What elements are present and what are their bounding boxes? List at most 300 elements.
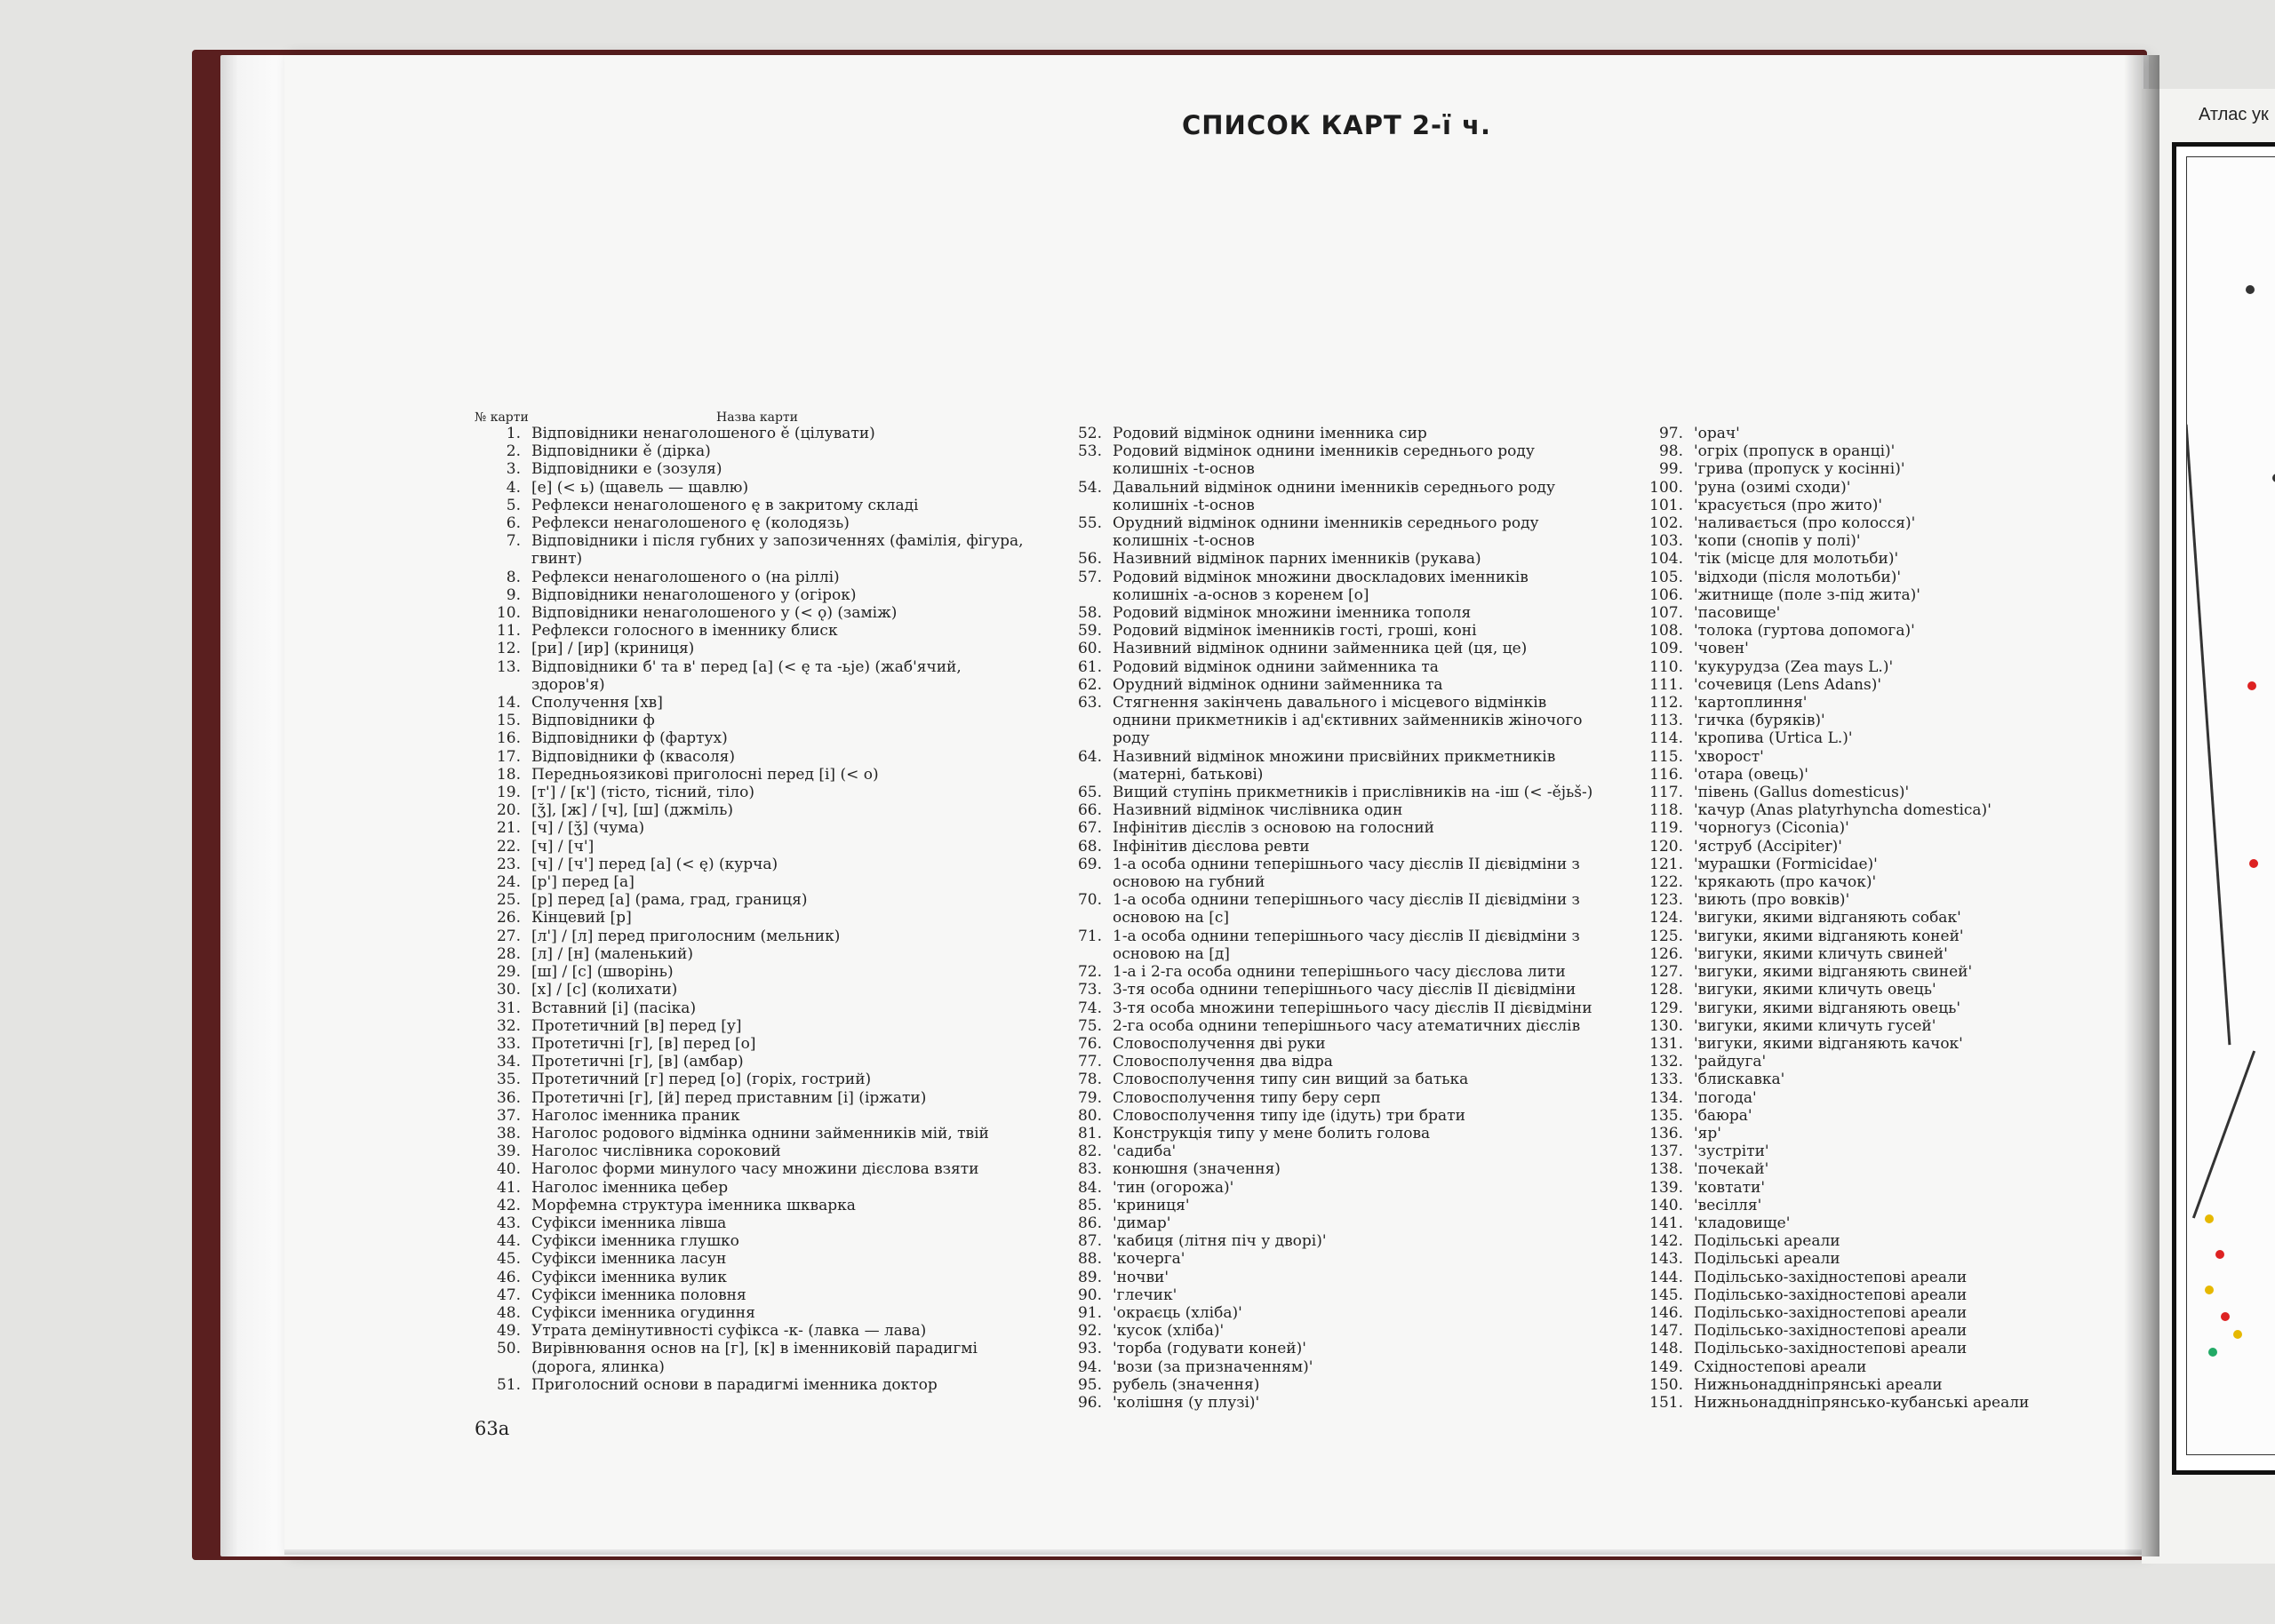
map-list-entry xyxy=(1063,1232,1605,1250)
map-list-entry xyxy=(1063,514,1605,550)
page-title: СПИСОК КАРТ 2-ї ч. xyxy=(1182,110,1492,140)
map-title: Вставний [і] (пасіка) xyxy=(531,999,697,1017)
map-title: Родовий відмінок іменників гості, гроші, коні xyxy=(1113,622,1477,641)
map-title: 'вигуки, якими кличуть овець' xyxy=(1694,981,1936,999)
map-number: 102. xyxy=(1649,514,1683,533)
map-list-entry xyxy=(1063,1160,1605,1178)
map-number: 138. xyxy=(1649,1160,1683,1179)
map-title: Давальний відмінок однини іменників середнього роду колишніх -t-основ xyxy=(1113,478,1555,514)
map-list-entry xyxy=(1063,640,1605,657)
map-title: 'руна (озимі сходи)' xyxy=(1694,478,1851,497)
map-number: 90. xyxy=(1077,1286,1102,1304)
map-title: 'димар' xyxy=(1113,1214,1171,1232)
map-number: 114. xyxy=(1649,729,1683,748)
map-number: 25. xyxy=(496,891,521,910)
map-title: Рефлекси ненаголошеного ę в закритому складі xyxy=(531,496,919,514)
map-list-entry xyxy=(1640,1250,2120,1268)
map-title: [ʒ̆], [ж] / [ч], [ш] (джміль) xyxy=(531,801,733,820)
map-list-entry xyxy=(473,1286,1024,1304)
map-list-entry xyxy=(1640,1125,2120,1142)
map-title: [х] / [с] (колихати) xyxy=(531,981,678,999)
map-title: Протетичний [в] перед [у] xyxy=(531,1016,742,1035)
map-title: Орудний відмінок однини іменників середнього роду колишніх -t-основ xyxy=(1113,514,1539,551)
map-title: Родовий відмінок однини займенника та xyxy=(1113,657,1439,676)
map-list-entry xyxy=(1640,873,2120,891)
map-title: 'райдуга' xyxy=(1694,1053,1767,1071)
map-number: 9. xyxy=(506,585,521,604)
map-number: 106. xyxy=(1649,585,1683,604)
map-title: 'криниця' xyxy=(1113,1196,1190,1214)
map-list-entry xyxy=(1063,1053,1605,1071)
map-list-entry xyxy=(473,891,1024,909)
map-title: Подільсько-західностепові ареали xyxy=(1694,1268,1968,1286)
map-title: 'почекай' xyxy=(1694,1160,1769,1179)
map-list-entry xyxy=(473,1340,1024,1375)
map-list-entry xyxy=(1063,1340,1605,1357)
map-list-entry xyxy=(473,425,1024,442)
map-number: 39. xyxy=(496,1142,521,1161)
map-point xyxy=(2215,1250,2224,1259)
map-number: 111. xyxy=(1649,675,1683,694)
map-number: 120. xyxy=(1649,837,1683,856)
map-number: 62. xyxy=(1077,675,1102,694)
map-list-entry xyxy=(1640,442,2120,460)
map-title: 'вигуки, якими кличуть гусей' xyxy=(1694,1016,1936,1035)
map-number: 101. xyxy=(1649,496,1683,514)
map-river xyxy=(2186,425,2231,1046)
map-number: 67. xyxy=(1077,819,1102,838)
book-gutter xyxy=(2124,55,2159,1556)
map-number: 41. xyxy=(496,1178,521,1197)
map-list-entry xyxy=(1063,801,1605,819)
map-number: 118. xyxy=(1649,801,1683,820)
map-number: 146. xyxy=(1649,1303,1683,1322)
map-title: 'вози (за призначенням)' xyxy=(1113,1357,1313,1376)
map-title: 'торба (годувати коней)' xyxy=(1113,1340,1306,1358)
map-title: Відповідники і після губних у запозиченнях (фамілія, фігура, гвинт) xyxy=(531,532,1024,569)
map-title: 1-а особа однини теперішнього часу дієслів II дієвідміни з основою на губний xyxy=(1113,855,1580,892)
map-list-entry xyxy=(473,532,1024,568)
map-list-entry xyxy=(1063,748,1605,784)
map-title: 'колішня (у плузі)' xyxy=(1113,1393,1260,1412)
map-list-entry xyxy=(1640,1142,2120,1160)
map-title: Відповідники ф (фартух) xyxy=(531,729,728,748)
map-number: 109. xyxy=(1649,640,1683,658)
map-number: 105. xyxy=(1649,568,1683,586)
map-title: Суфікси іменника лівша xyxy=(531,1214,727,1232)
map-title: Орудний відмінок однини займенника та xyxy=(1113,675,1443,694)
map-title: 'весілля' xyxy=(1694,1196,1762,1214)
map-number: 144. xyxy=(1649,1268,1683,1286)
map-title: [р] перед [а] (рама, град, границя) xyxy=(531,891,808,910)
map-number: 130. xyxy=(1649,1016,1683,1035)
map-list-entry xyxy=(473,479,1024,497)
map-list-entry xyxy=(473,981,1024,999)
map-number: 52. xyxy=(1077,425,1102,442)
map-title: 'вигуки, якими кличуть свиней' xyxy=(1694,944,1948,963)
map-title: 'пасовище' xyxy=(1694,604,1781,623)
page-edge xyxy=(284,1549,2143,1555)
map-list-entry xyxy=(1063,784,1605,801)
map-list-entry xyxy=(1063,622,1605,640)
map-number: 40. xyxy=(496,1160,521,1179)
map-number: 37. xyxy=(496,1106,521,1125)
map-list-entry xyxy=(473,909,1024,927)
map-list-entry xyxy=(1640,604,2120,622)
map-number: 117. xyxy=(1649,784,1683,802)
map-number: 135. xyxy=(1649,1106,1683,1125)
map-list-entry xyxy=(1640,550,2120,568)
map-number: 85. xyxy=(1077,1196,1102,1214)
map-number: 42. xyxy=(496,1196,521,1214)
map-list-entry xyxy=(1640,927,2120,945)
map-title: 1-а і 2-га особа однини теперішнього часу дієслова лити xyxy=(1113,963,1566,982)
map-title: Родовий відмінок множини двоскладових іменників колишніх -а-основ з коренем [о] xyxy=(1113,568,1529,604)
map-title: Родовий відмінок однини іменників середнього роду колишніх -t-основ xyxy=(1113,442,1535,479)
map-title: Називний відмінок однини займенника цей (ця, це) xyxy=(1113,640,1528,658)
map-number: 56. xyxy=(1077,550,1102,569)
map-list-entry xyxy=(1640,856,2120,873)
map-title: 'кочерга' xyxy=(1113,1250,1185,1269)
map-title: Називний відмінок числівника один xyxy=(1113,801,1403,820)
map-title: Суфікси іменника глушко xyxy=(531,1232,739,1251)
map-list-entry xyxy=(473,1376,1024,1394)
map-list-entry xyxy=(473,1142,1024,1160)
map-title: [ри] / [ир] (криниця) xyxy=(531,640,695,658)
map-list-entry xyxy=(1063,550,1605,568)
map-title: Суфікси іменника вулик xyxy=(531,1268,727,1286)
map-title: Наголос форми минулого часу множини дієслова взяти xyxy=(531,1160,979,1179)
map-title: 'ночви' xyxy=(1113,1268,1169,1286)
map-title: Подільсько-західностепові ареали xyxy=(1694,1303,1968,1322)
map-list-entry xyxy=(473,784,1024,801)
map-title: 'орач' xyxy=(1694,425,1740,442)
map-list-entry xyxy=(1640,1214,2120,1232)
map-list-entry xyxy=(473,514,1024,532)
map-number: 63. xyxy=(1077,694,1102,712)
map-list-entry xyxy=(1640,569,2120,586)
map-list-entry xyxy=(1640,425,2120,442)
map-list-entry xyxy=(1640,479,2120,497)
map-title: Подільсько-західностепові ареали xyxy=(1694,1286,1968,1304)
map-title: Інфінітив дієслів з основою на голосний xyxy=(1113,819,1434,838)
map-list-entry xyxy=(473,963,1024,981)
map-list-entry xyxy=(1640,1035,2120,1053)
map-title: Називний відмінок парних іменників (рукава) xyxy=(1113,550,1481,569)
map-number: 151. xyxy=(1649,1393,1683,1412)
map-list-entry xyxy=(1063,1269,1605,1286)
map-list-entry xyxy=(473,748,1024,766)
map-number: 145. xyxy=(1649,1286,1683,1304)
map-list-entry xyxy=(1063,569,1605,604)
map-list-entry xyxy=(1063,1304,1605,1322)
map-list-entry xyxy=(1640,1107,2120,1125)
map-number: 30. xyxy=(496,981,521,999)
map-number: 121. xyxy=(1649,855,1683,873)
map-number: 126. xyxy=(1649,944,1683,963)
map-title: Відповідники ф xyxy=(531,712,655,730)
map-title: рубель (значення) xyxy=(1113,1375,1260,1394)
map-title: 'гичка (буряків)' xyxy=(1694,712,1825,730)
map-list-entry xyxy=(1640,1160,2120,1178)
map-title: 'вигуки, якими відганяють коней' xyxy=(1694,927,1964,945)
map-number: 7. xyxy=(506,532,521,551)
map-title: Приголосний основи в парадигмі іменника доктор xyxy=(531,1375,938,1394)
map-title: 'картоплиння' xyxy=(1694,694,1808,712)
map-title: [ч] / [ч'] xyxy=(531,837,595,856)
map-title: 'толока (гуртова допомога)' xyxy=(1694,622,1915,641)
map-number: 8. xyxy=(506,568,521,586)
map-number: 18. xyxy=(496,765,521,784)
map-number: 95. xyxy=(1077,1375,1102,1394)
map-title: 'огріх (пропуск в оранці)' xyxy=(1694,442,1896,461)
map-title: Вищий ступінь прикметників і прислівників на -іш (< -ějьš-) xyxy=(1113,784,1593,802)
map-number: 57. xyxy=(1077,568,1102,586)
map-list-entry xyxy=(1063,891,1605,927)
map-title: 'крякають (про качок)' xyxy=(1694,873,1877,892)
map-list-entry xyxy=(1063,927,1605,963)
map-title: Східностепові ареали xyxy=(1694,1357,1867,1376)
map-title: 'яр' xyxy=(1694,1124,1721,1142)
map-point xyxy=(2247,681,2256,690)
map-title: Стягнення закінчень давального і місцевого відмінків однини прикметників і ад'єктивних займенників жіночого роду xyxy=(1113,694,1583,748)
map-title: [р'] перед [а] xyxy=(531,873,635,892)
map-number: 6. xyxy=(506,514,521,533)
map-list-entry xyxy=(1063,1394,1605,1412)
map-title: 'вигуки, якими відганяють овець' xyxy=(1694,999,1961,1017)
map-title: Наголос іменника цебер xyxy=(531,1178,729,1197)
map-list-entry xyxy=(1063,479,1605,514)
map-list-entry xyxy=(1640,1304,2120,1322)
map-number: 24. xyxy=(496,873,521,892)
page-number: 63а xyxy=(475,1418,510,1439)
map-list-entry xyxy=(473,604,1024,622)
map-list-entry xyxy=(1063,1089,1605,1107)
map-title: Вирівнювання основ на [г], [к] в іменниковій парадигмі (дорога, ялинка) xyxy=(531,1340,978,1376)
map-number: 59. xyxy=(1077,622,1102,641)
map-list-entry xyxy=(1640,676,2120,694)
map-number: 34. xyxy=(496,1053,521,1071)
map-list-entry xyxy=(473,1214,1024,1232)
map-list-entry xyxy=(1063,442,1605,478)
map-number: 4. xyxy=(506,478,521,497)
map-title: 'баюра' xyxy=(1694,1106,1752,1125)
map-title: Нижньонаддніпрянсько-кубанські ареали xyxy=(1694,1393,2030,1412)
map-title: 'тік (місце для молотьби)' xyxy=(1694,550,1899,569)
map-number: 74. xyxy=(1077,999,1102,1017)
map-number: 127. xyxy=(1649,963,1683,982)
map-number: 29. xyxy=(496,963,521,982)
map-number: 36. xyxy=(496,1088,521,1107)
map-list-entry xyxy=(473,460,1024,478)
map-title: 'кабиця (літня піч у дворі)' xyxy=(1113,1232,1327,1251)
map-list-entry xyxy=(473,838,1024,856)
map-number: 150. xyxy=(1649,1375,1683,1394)
map-number: 79. xyxy=(1077,1088,1102,1107)
map-list-entry xyxy=(473,712,1024,729)
map-list-entry xyxy=(473,1179,1024,1197)
map-number: 113. xyxy=(1649,712,1683,730)
map-number: 81. xyxy=(1077,1124,1102,1142)
map-number: 136. xyxy=(1649,1124,1683,1142)
map-list-entry xyxy=(473,1197,1024,1214)
map-title: [ш] / [с] (шворінь) xyxy=(531,963,674,982)
map-list-entry xyxy=(1063,676,1605,694)
map-number: 28. xyxy=(496,944,521,963)
map-title: Словосполучення типу іде (ідуть) три брати xyxy=(1113,1106,1465,1125)
map-number: 1. xyxy=(506,425,521,442)
map-list-entry xyxy=(473,1053,1024,1071)
map-list-entry xyxy=(1640,784,2120,801)
map-title: Словосполучення типу син вищий за батька xyxy=(1113,1071,1469,1089)
map-number: 35. xyxy=(496,1071,521,1089)
map-title: 'глечик' xyxy=(1113,1286,1177,1304)
map-title: 'сочевиця (Lens Adans)' xyxy=(1694,675,1882,694)
map-title: Подільські ареали xyxy=(1694,1232,1840,1251)
map-number: 61. xyxy=(1077,657,1102,676)
map-number: 75. xyxy=(1077,1016,1102,1035)
map-list-entry xyxy=(473,640,1024,657)
map-number: 132. xyxy=(1649,1053,1683,1071)
map-number: 78. xyxy=(1077,1071,1102,1089)
map-list-entry xyxy=(1063,981,1605,999)
map-title: Словосполучення два відра xyxy=(1113,1053,1333,1071)
map-list-entry xyxy=(473,586,1024,604)
map-title: 'красується (про жито)' xyxy=(1694,496,1883,514)
map-title: Відповідники ě (дірка) xyxy=(531,442,711,461)
map-list-entry xyxy=(473,819,1024,837)
map-number: 141. xyxy=(1649,1214,1683,1232)
map-title: 1-а особа однини теперішнього часу дієслів II дієвідміни з основою на [с] xyxy=(1113,891,1580,927)
map-list-entry xyxy=(1640,658,2120,676)
map-number: 58. xyxy=(1077,604,1102,623)
map-title: Словосполучення дві руки xyxy=(1113,1034,1326,1053)
map-title: 'вигуки, якими відганяють качок' xyxy=(1694,1034,1963,1053)
map-number: 45. xyxy=(496,1250,521,1269)
map-number: 72. xyxy=(1077,963,1102,982)
map-number: 76. xyxy=(1077,1034,1102,1053)
map-list-entry xyxy=(473,873,1024,891)
map-number: 122. xyxy=(1649,873,1683,892)
map-number: 14. xyxy=(496,694,521,712)
map-title: Родовий відмінок однини іменника сир xyxy=(1113,425,1427,442)
map-number: 27. xyxy=(496,927,521,945)
map-list-entry xyxy=(1640,1071,2120,1088)
map-list-entry xyxy=(1063,604,1605,622)
map-list-entry xyxy=(473,1269,1024,1286)
map-list-entry xyxy=(1063,1107,1605,1125)
map-list-entry xyxy=(473,1304,1024,1322)
map-number: 98. xyxy=(1658,442,1683,461)
map-list-entry xyxy=(1063,1035,1605,1053)
map-point xyxy=(2233,1330,2242,1339)
map-number: 143. xyxy=(1649,1250,1683,1269)
map-number: 5. xyxy=(506,496,521,514)
map-list-entry xyxy=(1063,856,1605,891)
map-number: 47. xyxy=(496,1286,521,1304)
map-title: Подільсько-західностепові ареали xyxy=(1694,1322,1968,1341)
map-title: 'кукурудза (Zea mays L.)' xyxy=(1694,657,1894,676)
map-list-entry xyxy=(1063,1125,1605,1142)
map-list-entry xyxy=(1063,658,1605,676)
map-number: 86. xyxy=(1077,1214,1102,1232)
map-number: 19. xyxy=(496,784,521,802)
map-number: 96. xyxy=(1077,1393,1102,1412)
map-number: 110. xyxy=(1649,657,1683,676)
map-title: 'погода' xyxy=(1694,1088,1757,1107)
map-list-entry xyxy=(1063,1197,1605,1214)
map-list-entry xyxy=(473,856,1024,873)
map-list-entry xyxy=(1640,909,2120,927)
map-list-entry xyxy=(1640,1358,2120,1376)
column-header-number: № карти xyxy=(475,410,529,425)
map-title: Сполучення [хв] xyxy=(531,694,663,712)
map-list-entry xyxy=(1640,838,2120,856)
map-title: 'відходи (після молотьби)' xyxy=(1694,568,1902,586)
map-title: 'хворост' xyxy=(1694,747,1764,766)
map-list-column-3 xyxy=(1640,425,2120,1412)
map-list-entry xyxy=(1640,514,2120,532)
map-list-entry xyxy=(1640,819,2120,837)
map-list-entry xyxy=(1640,766,2120,784)
map-title: конюшня (значення) xyxy=(1113,1160,1281,1179)
map-number: 70. xyxy=(1077,891,1102,910)
map-title: Суфікси іменника половня xyxy=(531,1286,746,1304)
map-title: 'вигуки, якими відганяють свиней' xyxy=(1694,963,1973,982)
map-list-entry xyxy=(1640,694,2120,712)
map-title: 'виють (про вовків)' xyxy=(1694,891,1850,910)
map-point xyxy=(2221,1312,2230,1321)
map-title: 'грива (пропуск у косінні)' xyxy=(1694,460,1905,479)
map-number: 13. xyxy=(496,657,521,676)
map-number: 147. xyxy=(1649,1322,1683,1341)
map-title: Нижньонаддніпрянські ареали xyxy=(1694,1375,1943,1394)
map-number: 128. xyxy=(1649,981,1683,999)
map-number: 93. xyxy=(1077,1340,1102,1358)
map-list-entry xyxy=(1063,999,1605,1017)
map-title: 'чорногуз (Ciconia)' xyxy=(1694,819,1849,838)
map-list-entry xyxy=(1063,1358,1605,1376)
map-title: 1-а особа однини теперішнього часу дієслів II дієвідміни з основою на [д] xyxy=(1113,927,1580,963)
map-title: 'садиба' xyxy=(1113,1142,1177,1161)
map-list-entry xyxy=(1063,963,1605,981)
map-number: 82. xyxy=(1077,1142,1102,1161)
map-number: 137. xyxy=(1649,1142,1683,1161)
map-list-entry xyxy=(1640,622,2120,640)
map-list-column-2 xyxy=(1063,425,1605,1412)
map-number: 83. xyxy=(1077,1160,1102,1179)
map-list-entry xyxy=(1063,838,1605,856)
map-number: 44. xyxy=(496,1232,521,1251)
map-number: 88. xyxy=(1077,1250,1102,1269)
map-title: Суфікси іменника огудиння xyxy=(531,1303,755,1322)
map-number: 108. xyxy=(1649,622,1683,641)
map-number: 23. xyxy=(496,855,521,873)
map-number: 99. xyxy=(1658,460,1683,479)
column-header-name: Назва карти xyxy=(716,410,799,425)
map-list-entry xyxy=(473,945,1024,963)
map-list-entry xyxy=(1640,801,2120,819)
map-title: Відповідники ф (квасоля) xyxy=(531,747,736,766)
map-number: 115. xyxy=(1649,747,1683,766)
map-list-entry xyxy=(1063,1286,1605,1304)
map-number: 84. xyxy=(1077,1178,1102,1197)
map-list-entry xyxy=(473,1089,1024,1107)
map-number: 125. xyxy=(1649,927,1683,945)
map-title: Рефлекси ненаголошеного ę (колодязь) xyxy=(531,514,850,533)
map-number: 33. xyxy=(496,1034,521,1053)
map-number: 92. xyxy=(1077,1322,1102,1341)
